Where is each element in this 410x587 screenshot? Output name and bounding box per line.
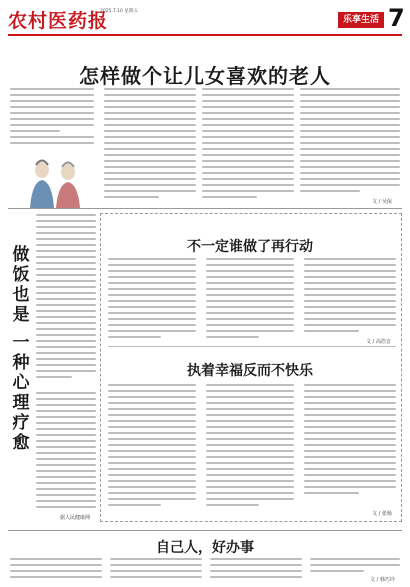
sidebar-article-column-top <box>36 214 96 382</box>
sidebar-title-char: 理 <box>12 393 30 413</box>
box-article-1-headline: 不一定谁做了再行动 <box>187 239 313 255</box>
issue-date: 2025.7.10 星期五 <box>100 9 138 14</box>
sidebar-title-char: 种 <box>12 353 30 373</box>
box-article-2-column-3 <box>304 384 396 498</box>
masthead-rule <box>8 34 402 36</box>
sidebar-title-char: 愈 <box>12 433 30 453</box>
main-article-column-2 <box>104 88 196 202</box>
box-article-1-column-3 <box>304 258 396 336</box>
sidebar-title-char: 饭 <box>12 265 30 285</box>
box-article-2-column-2 <box>206 384 294 510</box>
box-article-1-column-1 <box>108 258 196 342</box>
box-article-1-byline: 文 / 高浩音 <box>366 339 391 345</box>
sidebar-byline: 据人民健康网 <box>60 515 91 521</box>
section-tag: 乐享生活 <box>338 12 384 28</box>
sidebar-vertical-title <box>10 245 32 453</box>
box-article-2-column-1 <box>108 384 196 510</box>
main-headline: 怎样做个让儿女喜欢的老人 <box>79 64 331 88</box>
sidebar-title-char: 也 <box>12 285 30 305</box>
sidebar-article-column-bottom <box>36 392 96 512</box>
bottom-article-column-4 <box>310 558 400 576</box>
sidebar-title-char: 是 <box>12 305 30 325</box>
sidebar-title-char: 一 <box>12 333 30 353</box>
main-article-column-3 <box>202 88 294 202</box>
sidebar-title-char: 疗 <box>12 413 30 433</box>
main-article-column-1 <box>10 88 94 148</box>
masthead <box>0 0 410 50</box>
box-article-2-headline: 执着幸福反而不快乐 <box>187 363 313 379</box>
box-article-2-byline: 文 / 张杨 <box>372 511 392 517</box>
masthead-meta <box>100 8 170 15</box>
main-article-byline: 文 / 吴保 <box>372 199 392 205</box>
section-divider-top <box>8 208 402 209</box>
page-number: 7 <box>388 4 405 32</box>
box-inner-divider <box>108 346 396 347</box>
couple-illustration <box>12 150 96 210</box>
box-article-1-column-2 <box>206 258 294 342</box>
bottom-article-headline: 自己人，好办事 <box>156 540 254 556</box>
section-divider-bottom <box>8 530 402 531</box>
bottom-article-column-2 <box>110 558 202 582</box>
sidebar-title-char: 做 <box>12 245 30 265</box>
newspaper-logo: 农村医药报 <box>8 10 109 32</box>
bottom-article-column-3 <box>210 558 302 582</box>
bottom-article-byline: 文 / 韩巧玲 <box>370 577 395 583</box>
sidebar-title-char: 心 <box>12 373 30 393</box>
bottom-article-column-1 <box>10 558 102 582</box>
main-article-column-4 <box>300 88 400 196</box>
